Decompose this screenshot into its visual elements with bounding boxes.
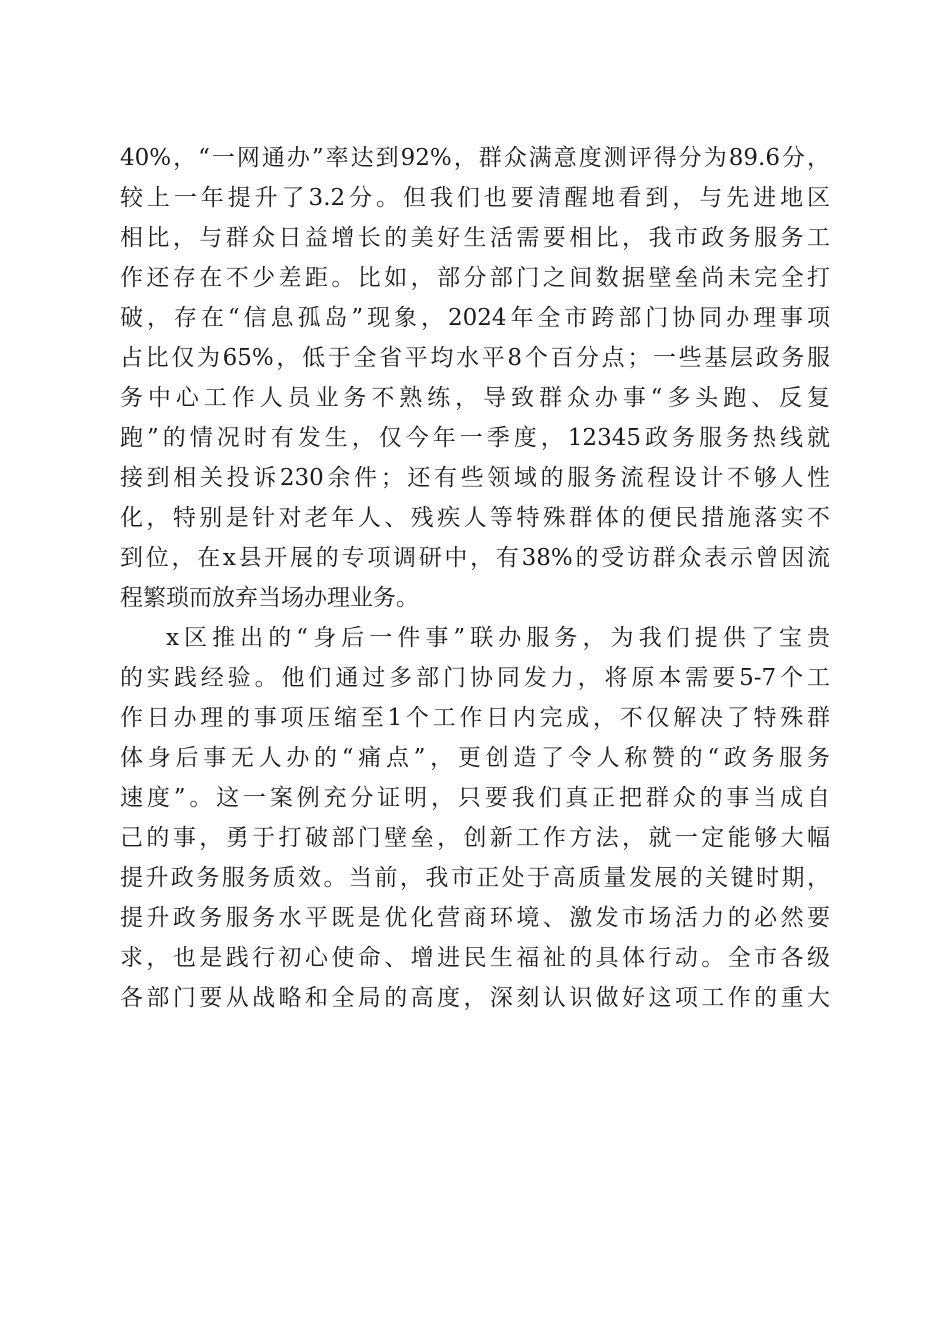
text-line: 化，特别是针对老年人、残疾人等特殊群体的便民措施落实不 xyxy=(120,505,830,531)
body-text xyxy=(120,138,830,1018)
text-line: 跑”的情况时有发生，仅今年一季度，12345政务服务热线就 xyxy=(120,425,830,451)
text-line: 务中心工作人员业务不熟练，导致群众办事“多头跑、反复 xyxy=(120,385,830,411)
text-line: 的实践经验。他们通过多部门协同发力，将原本需要5-7个工 xyxy=(120,665,830,691)
text-line: 破，存在“信息孤岛”现象，2024年全市跨部门协同办理事项 xyxy=(120,305,830,331)
text-line: 提升政务服务质效。当前，我市正处于高质量发展的关键时期， xyxy=(120,865,830,891)
text-line: 较上一年提升了3.2分。但我们也要清醒地看到，与先进地区 xyxy=(120,185,830,211)
paragraph-1 xyxy=(120,138,830,618)
text-line: x区推出的“身后一件事”联办服务，为我们提供了宝贵 xyxy=(166,625,830,651)
text-line: 接到相关投诉230余件；还有些领域的服务流程设计不够人性 xyxy=(120,465,830,491)
text-line: 提升政务服务水平既是优化营商环境、激发市场活力的必然要 xyxy=(120,905,830,931)
text-line: 程繁琐而放弃当场办理业务。 xyxy=(120,585,419,611)
text-line: 己的事，勇于打破部门壁垒，创新工作方法，就一定能够大幅 xyxy=(120,825,830,851)
text-line: 各部门要从战略和全局的高度，深刻认识做好这项工作的重大 xyxy=(120,985,830,1011)
text-line: 作还存在不少差距。比如，部分部门之间数据壁垒尚未完全打 xyxy=(120,265,830,291)
text-line: 速度”。这一案例充分证明，只要我们真正把群众的事当成自 xyxy=(120,785,830,811)
text-line: 作日办理的事项压缩至1个工作日内完成，不仅解决了特殊群 xyxy=(120,705,830,731)
text-line: 相比，与群众日益增长的美好生活需要相比，我市政务服务工 xyxy=(120,225,830,251)
text-line: 到位，在x县开展的专项调研中，有38%的受访群众表示曾因流 xyxy=(120,545,830,571)
text-line: 求，也是践行初心使命、增进民生福祉的具体行动。全市各级 xyxy=(120,945,830,971)
text-line: 占比仅为65%，低于全省平均水平8个百分点；一些基层政务服 xyxy=(120,345,830,371)
paragraph-2 xyxy=(120,618,830,1018)
text-line: 体身后事无人办的“痛点”，更创造了令人称赞的“政务服务 xyxy=(120,745,830,771)
text-line: 40%，“一网通办”率达到92%，群众满意度测评得分为89.6分， xyxy=(120,145,830,171)
